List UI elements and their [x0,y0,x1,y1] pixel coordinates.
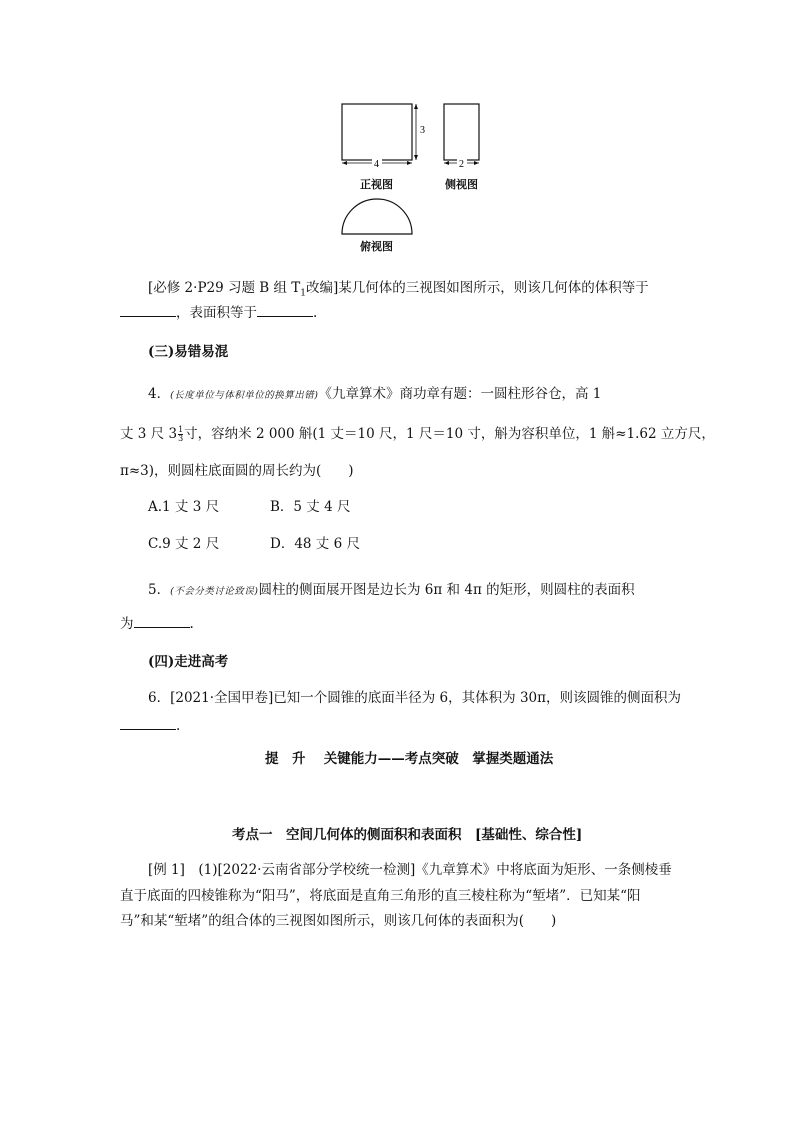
top-view-label: 俯视图 [360,240,393,253]
side-view-label: 侧视图 [445,178,478,191]
q4-line-1: 4．(长度单位与体积单位的换算出错)《九章算术》商功章有题：一圆柱形谷仓，高 1 [148,386,602,402]
q6-line-1: 6．[2021·全国甲卷]已知一个圆锥的底面半径为 6，其体积为 30π，则该圆锥的侧面积为 [148,690,681,706]
fraction-one-third: $\frac{1}{3}$ [178,425,184,443]
section-banner: 提 升 关键能力——考点突破 掌握类题通法 [265,751,554,767]
q4-option-c[interactable]: C.9 丈 2 尺 [148,536,220,552]
q4-option-b[interactable]: B．5 丈 4 尺 [270,499,351,515]
example1-line-1: [例 1] (1)[2022·云南省部分学校统一检测]《九章算术》中将底面为矩形、一条侧棱垂 [148,862,672,878]
dim-width: 4 [374,159,379,170]
q5-line-2: 为 . [120,616,194,632]
side-view-rect [444,104,479,160]
answer-blank[interactable] [120,303,176,317]
q6-line-2: . [120,716,180,736]
front-view-label: 正视图 [360,178,393,191]
dim-height: 3 [420,125,425,136]
front-view-rect [342,104,412,160]
q4-line-2: 丈 3 尺 3 $\frac{1}{3}$ 寸，容纳米 2 000 斛(1 丈＝10 尺，1 尺＝10 寸，斛为容积单位，1 斛≈1.62 立方尺， [120,425,715,443]
top-view-semicircle [342,199,412,234]
exercise-line-2: ，表面积等于 . [120,303,317,323]
q5-line-1: 5．(不会分类讨论致误)圆柱的侧面展开图是边长为 6π 和 4π 的矩形，则圆柱的表面积 [148,582,635,598]
answer-blank[interactable] [120,716,176,730]
kaodian-heading: 考点一 空间几何体的侧面积和表面积 [基础性、综合性] [232,827,583,843]
q4-option-a[interactable]: A.1 丈 3 尺 [148,499,220,515]
section-title-4: (四)走进高考 [148,654,229,670]
answer-blank[interactable] [134,614,190,628]
dim-side: 2 [459,159,464,170]
answer-blank[interactable] [257,303,313,317]
q4-line-3: π≈3)，则圆柱底面圆的周长约为( ) [120,463,354,479]
exercise-line-1: [必修 2·P29 习题 B 组 $T_1$改编]某几何体的三视图如图所示，则该几何体的体积等于 [148,280,649,299]
section-title-3: (三)易错易混 [148,344,229,360]
example1-line-2: 直于底面的四棱锥称为“阳马”，将底面是直角三角形的直三棱柱称为“堑堵”．已知某“阳 [120,888,641,904]
example1-line-3: 马”和某“堑堵”的组合体的三视图如图所示，则该几何体的表面积为( ) [120,913,557,929]
q4-option-d[interactable]: D．48 丈 6 尺 [270,536,360,552]
